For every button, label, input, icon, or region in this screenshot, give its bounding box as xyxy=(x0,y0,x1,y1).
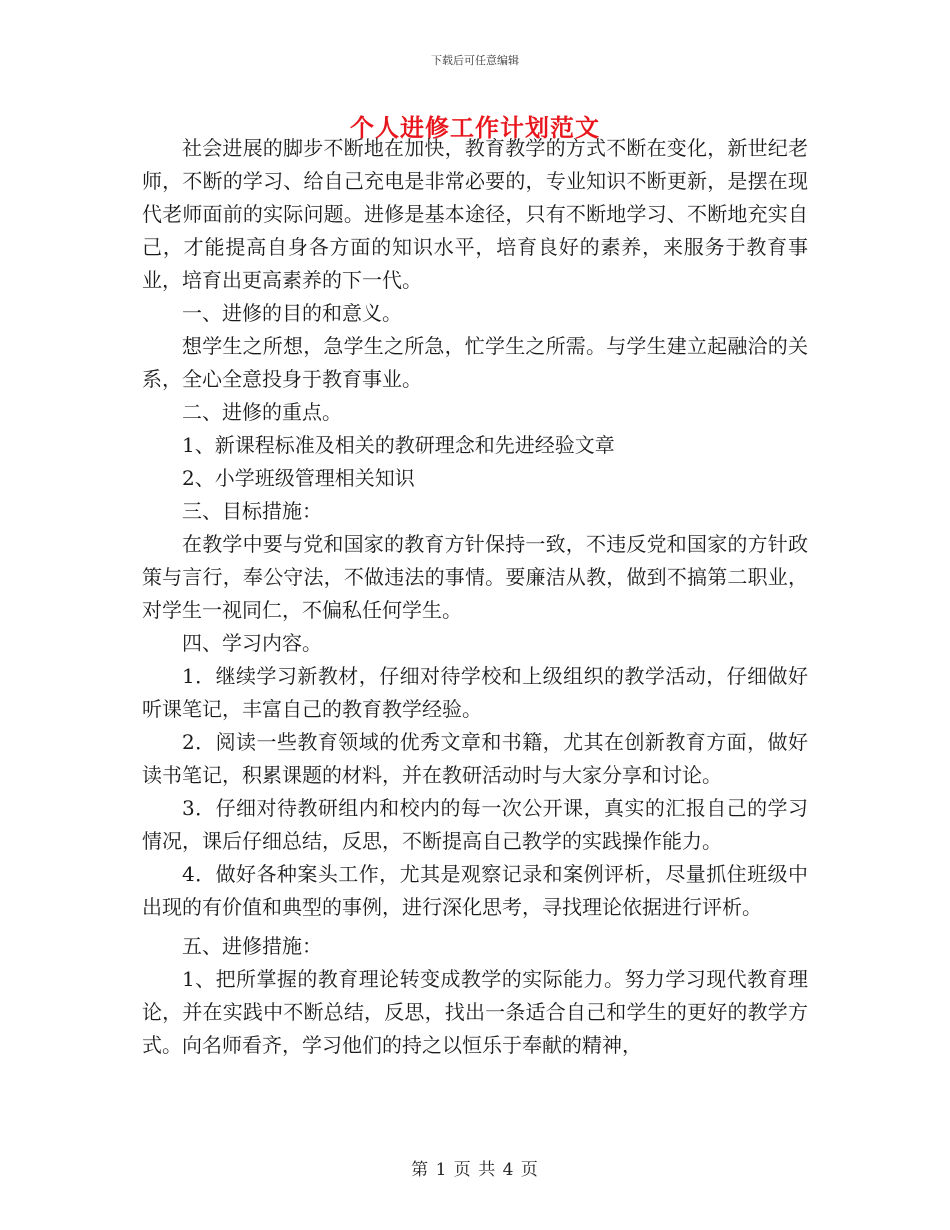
list-item-focus-2: 2、小学班级管理相关知识 xyxy=(182,466,415,490)
header-note: 下载后可任意编辑 xyxy=(431,54,519,67)
list-item-focus-1: 1、新课程标准及相关的教研理念和先进经验文章 xyxy=(182,433,615,457)
document-title: 个人进修工作计划范文 xyxy=(350,113,600,142)
document-body xyxy=(142,132,808,1062)
list-item-content-2: 2．阅读一些教育领域的优秀文章和书籍，尤其在创新教育方面，做好读书笔记，积累课题的材料，并在教研活动时与大家分享和讨论。 xyxy=(142,730,808,787)
section-heading-goals: 三、目标措施： xyxy=(182,499,322,523)
paragraph-purpose: 想学生之所想，急学生之所急，忙学生之所需。与学生建立起融洽的关系，全心全意投身于教育事业。 xyxy=(142,334,808,391)
list-item-content-3: 3．仔细对待教研组内和校内的每一次公开课，真实的汇报自己的学习情况，课后仔细总结，反思，不断提高自己教学的实践操作能力。 xyxy=(142,796,808,853)
list-item-measures-1: 1、把所掌握的教育理论转变成教学的实际能力。努力学习现代教育理论，并在实践中不断总结，反思，找出一条适合自己和学生的更好的教学方式。向名师看齐，学习他们的持之以恒乐于奉献的精神， xyxy=(142,967,808,1057)
section-heading-content: 四、学习内容。 xyxy=(182,631,322,655)
list-item-content-4: 4．做好各种案头工作，尤其是观察记录和案例评析，尽量抓住班级中出现的有价值和典型的事例，进行深化思考，寻找理论依据进行评析。 xyxy=(142,862,808,919)
section-heading-focus: 二、进修的重点。 xyxy=(182,400,342,424)
section-heading-purpose: 一、进修的目的和意义。 xyxy=(182,301,402,325)
list-item-content-1: 1．继续学习新教材，仔细对待学校和上级组织的教学活动，仔细做好听课笔记，丰富自己的教育教学经验。 xyxy=(142,664,808,721)
paragraph-goals: 在教学中要与党和国家的教育方针保持一致，不违反党和国家的方针政策与言行，奉公守法，不做违法的事情。要廉洁从教，做到不搞第二职业，对学生一视同仁，不偏私任何学生。 xyxy=(142,532,808,622)
paragraph-intro: 社会进展的脚步不断地在加快，教育教学的方式不断在变化，新世纪老师，不断的学习、给自己充电是非常必要的，专业知识不断更新，是摆在现代老师面前的实际问题。进修是基本途径，只有不断地学习、不断地充实自己，才能提高自身各方面的知识水平，培育良好的素养，来服务于教育事业，培育出更高素养的下一代。 xyxy=(142,136,808,292)
page-footer: 第 1 页 共 4 页 xyxy=(411,1160,539,1180)
section-heading-measures: 五、进修措施： xyxy=(182,934,322,958)
